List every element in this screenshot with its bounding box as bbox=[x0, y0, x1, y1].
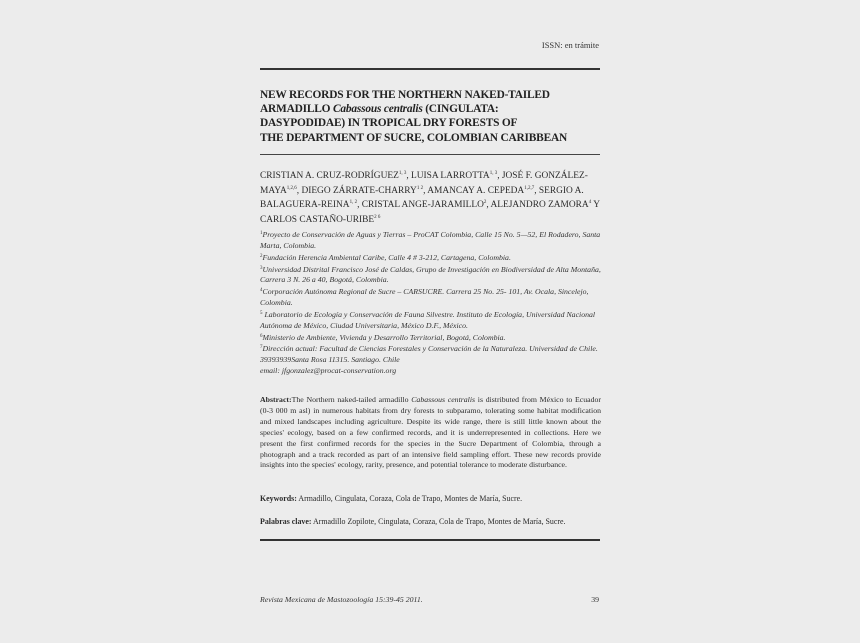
author-name: , LUISA LARROTTA bbox=[406, 171, 490, 181]
paper-title bbox=[260, 88, 605, 145]
affiliation-text: Proyecto de Conservación de Aguas y Tierras – ProCAT Colombia, Calle 15 No. 5—52, El Rodadero, Santa Marta, Colombia. bbox=[260, 230, 601, 250]
affiliation-num: 1 bbox=[260, 231, 263, 236]
title-line: NEW RECORDS FOR THE NORTHERN NAKED-TAILED bbox=[260, 89, 550, 101]
abstract-text: is distributed from México to Ecuador (0-3 000 m asl) in numerous habitats from dry forests to subparamo, tolerating some habitat modification and mixed landscapes including agriculture. Despite its wide range, there is still little known about the species' ecology, based on a few confirmed records, and it is underrepresented in collections. Here we present the first confirmed records for the species in the Sucre Department of Colombia, through a photograph and a track recorded as part of an intensive field sampling effort. These new records provide insights into the species' ecology, rarity, presence, and potential tolerance to moderate disturbance. bbox=[260, 395, 601, 470]
title-line: DASYPODIDAE) IN TROPICAL DRY FORESTS OF bbox=[260, 117, 518, 130]
affiliation-text: Corporación Autónoma Regional de Sucre – CARSUCRE. Carrera 25 No. 25- 101, Av. Ocala, Sincelejo, Colombia. bbox=[260, 287, 589, 308]
palabras-clave bbox=[260, 516, 601, 527]
author-affil: 1 2 bbox=[416, 185, 424, 191]
title-species: Cabassous centralis bbox=[333, 103, 423, 116]
affiliation bbox=[260, 332, 602, 344]
palabras-label: Palabras clave: bbox=[260, 517, 312, 526]
author-name: CRISTIAN A. CRUZ-RODRÍGUEZ bbox=[260, 171, 399, 181]
affiliation-num: 4 bbox=[260, 288, 263, 294]
affiliation bbox=[260, 252, 602, 264]
affiliation-email bbox=[260, 366, 602, 377]
author-name: , ALEJANDRO ZAMORA bbox=[486, 200, 589, 211]
abstract-text: The Northern naked-tailed armadillo bbox=[291, 395, 412, 404]
author-name: , DIEGO ZÁRRATE-CHARRY bbox=[296, 185, 417, 196]
title-text: ARMADILLO bbox=[260, 103, 333, 116]
palabras-text: Armadillo Zopilote, Cingulata, Coraza, Cola de Trapo, Montes de María, Sucre. bbox=[311, 517, 566, 526]
email-text: email: jfgonzalez@procat-conservation.org bbox=[260, 366, 397, 376]
affiliation bbox=[260, 264, 602, 287]
author-affil: 2 6 bbox=[374, 214, 381, 220]
author-name: , SERGIO A. BALAGUERA-REINA bbox=[260, 185, 584, 211]
header-rule bbox=[260, 68, 600, 70]
author-affil: 1, 3 bbox=[398, 171, 407, 176]
affiliation-text: Fundación Herencia Ambiental Caribe, Calle 4 # 3-212, Cartagena, Colombia. bbox=[262, 252, 511, 262]
author-name: , CRISTAL ANGE-JARAMILLO bbox=[357, 200, 484, 211]
affiliation-text: Laboratorio de Ecología y Conservación de Fauna Silvestre. Instituto de Ecología, Universidad Nacional Autónoma de México, Ciudad Universitaria, México D.F., México. bbox=[260, 309, 596, 330]
affiliation-text: Universidad Distrital Francisco José de Caldas, Grupo de Investigación en Biodiversidad de Alta Montaña, Carrera 3 N. 26 a 40, Bogotá, Colombia. bbox=[260, 264, 601, 285]
author-list bbox=[260, 168, 602, 226]
title-line bbox=[260, 102, 605, 116]
affiliation-num: 5 bbox=[260, 310, 263, 316]
page-number: 39 bbox=[591, 595, 599, 604]
author-affil: 1, 2 bbox=[349, 200, 358, 206]
author-affil: 1, 3 bbox=[489, 171, 498, 176]
affiliation bbox=[260, 343, 602, 366]
keywords-label: Keywords: bbox=[260, 494, 297, 503]
affiliations bbox=[260, 229, 602, 377]
abstract bbox=[260, 395, 601, 471]
author-name: Y CARLOS CASTAÑO-URIBE bbox=[260, 200, 600, 225]
title-rule bbox=[260, 154, 600, 155]
affiliation bbox=[260, 309, 602, 332]
author-name: , JOSÉ F. GONZÁLEZ-MAYA bbox=[260, 171, 588, 196]
footer-rule bbox=[260, 539, 600, 541]
affiliation-num: 2 bbox=[260, 253, 263, 259]
affiliation-num: 7 bbox=[260, 345, 263, 351]
abstract-label: Abstract: bbox=[260, 395, 292, 404]
title-line: THE DEPARTMENT OF SUCRE, COLOMBIAN CARIBBEAN bbox=[260, 131, 568, 144]
keywords-text: Armadillo, Cingulata, Coraza, Cola de Trapo, Montes de María, Sucre. bbox=[296, 494, 523, 503]
author-name: , AMANCAY A. CEPEDA bbox=[423, 185, 525, 196]
affiliation-text: Dirección actual: Facultad de Ciencias Forestales y Conservación de la Naturaleza. Universidad de Chile. 39393939Santa Rosa 11315. Santiago. Chile bbox=[260, 344, 598, 365]
affiliation bbox=[260, 229, 602, 252]
keywords bbox=[260, 493, 601, 504]
author-affil: 4 bbox=[588, 200, 592, 206]
affiliation-num: 6 bbox=[260, 333, 263, 339]
affiliation-num: 3 bbox=[260, 265, 263, 271]
author-affil: 1,2,7 bbox=[524, 185, 535, 191]
abstract-species: Cabassous centralis bbox=[411, 395, 476, 404]
title-text: (CINGULATA: bbox=[422, 103, 499, 116]
affiliation-text: Ministerio de Ambiente, Vivienda y Desarrollo Territorial, Bogotá, Colombia. bbox=[262, 332, 506, 342]
author-affil: 2 bbox=[483, 200, 487, 206]
author-affil: 1,2,6 bbox=[286, 185, 297, 191]
affiliation bbox=[260, 286, 602, 309]
issn-label: ISSN: en trámite bbox=[541, 40, 599, 50]
journal-citation: Revista Mexicana de Mastozoología 15:39-45 2011. bbox=[260, 595, 423, 604]
